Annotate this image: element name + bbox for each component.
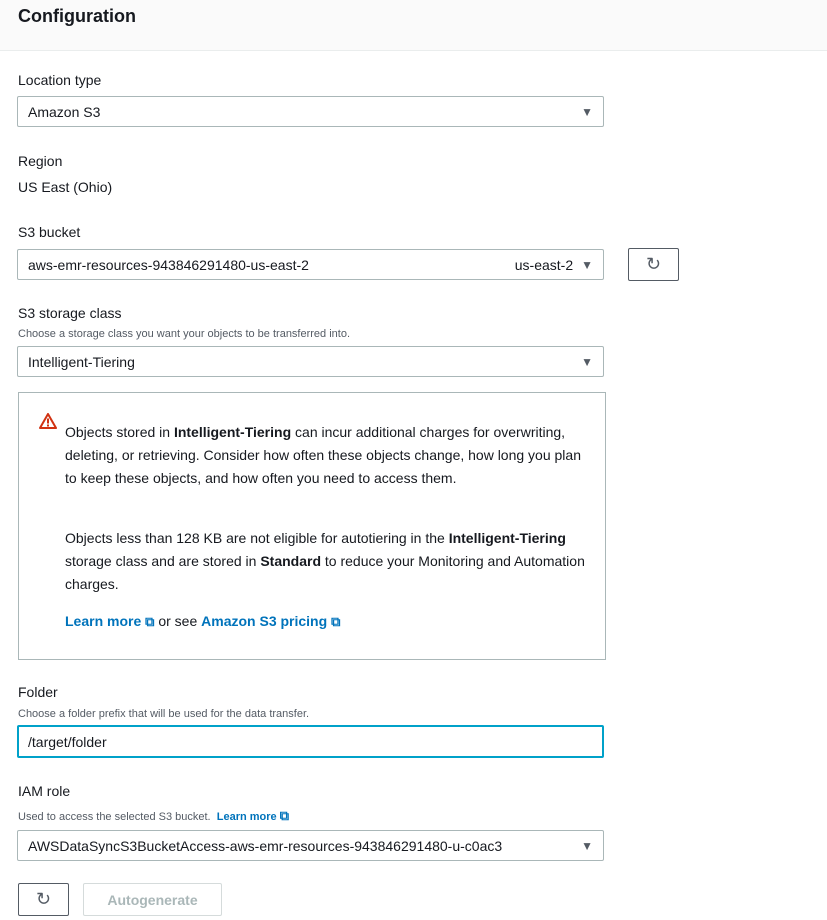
- external-link-icon: ⧉: [279, 808, 290, 823]
- iam-role-label: IAM role: [18, 783, 71, 799]
- caret-down-icon: ▼: [581, 257, 593, 272]
- folder-input[interactable]: /target/folder: [17, 725, 604, 758]
- region-label: Region: [18, 153, 63, 169]
- alert-paragraph-1: Objects stored in Intelligent-Tiering can incur additional charges for overwriting, deleting, or retrieving. Consider how often these objects change, how long you plan to keep these objects, and how often you need to access them.: [65, 424, 581, 486]
- iam-role-description: Used to access the selected S3 bucket. Learn more ⧉: [18, 808, 290, 823]
- caret-down-icon: ▼: [581, 838, 593, 853]
- caret-down-icon: ▼: [581, 354, 593, 369]
- alert-paragraph-2: Objects less than 128 KB are not eligible for autotiering in the Intelligent-Tiering storage class and are stored in Standard to reduce your Monitoring and Automation charges.: [65, 530, 585, 592]
- autogenerate-button[interactable]: Autogenerate: [83, 883, 222, 916]
- refresh-bucket-button[interactable]: [628, 248, 679, 281]
- learn-more-link[interactable]: Learn more: [65, 613, 142, 629]
- page-title: Configuration: [18, 6, 136, 26]
- storage-class-label: S3 storage class: [18, 305, 122, 321]
- refresh-icon: ↻: [35, 889, 52, 909]
- iam-learn-more-link[interactable]: Learn more: [216, 811, 277, 823]
- s3-bucket-select[interactable]: aws-emr-resources-943846291480-us-east-2 us-east-2 ▼: [17, 249, 604, 280]
- s3-bucket-label: S3 bucket: [18, 224, 81, 240]
- warning-icon: [39, 413, 57, 429]
- s3-pricing-link[interactable]: Amazon S3 pricing: [201, 613, 328, 629]
- external-link-icon: ⧉: [145, 614, 155, 629]
- refresh-iam-button[interactable]: [18, 883, 69, 916]
- storage-class-select[interactable]: Intelligent-Tiering ▼: [17, 346, 604, 377]
- folder-label: Folder: [18, 684, 58, 700]
- bucket-region-tag: us-east-2: [514, 256, 574, 273]
- warning-alert: [18, 392, 606, 660]
- caret-down-icon: ▼: [581, 104, 593, 119]
- region-value: US East (Ohio): [18, 179, 113, 195]
- folder-description: Choose a folder prefix that will be used for the data transfer.: [18, 708, 310, 720]
- iam-role-select[interactable]: AWSDataSyncS3BucketAccess-aws-emr-resources-943846291480-u-c0ac3 ▼: [17, 830, 604, 861]
- location-type-select[interactable]: Amazon S3 ▼: [17, 96, 604, 127]
- storage-class-description: Choose a storage class you want your objects to be transferred into.: [18, 328, 351, 340]
- alert-links: Learn more ⧉ or see Amazon S3 pricing ⧉: [65, 610, 585, 633]
- location-type-label: Location type: [18, 72, 102, 88]
- external-link-icon: ⧉: [331, 614, 341, 629]
- refresh-icon: ↻: [645, 254, 662, 274]
